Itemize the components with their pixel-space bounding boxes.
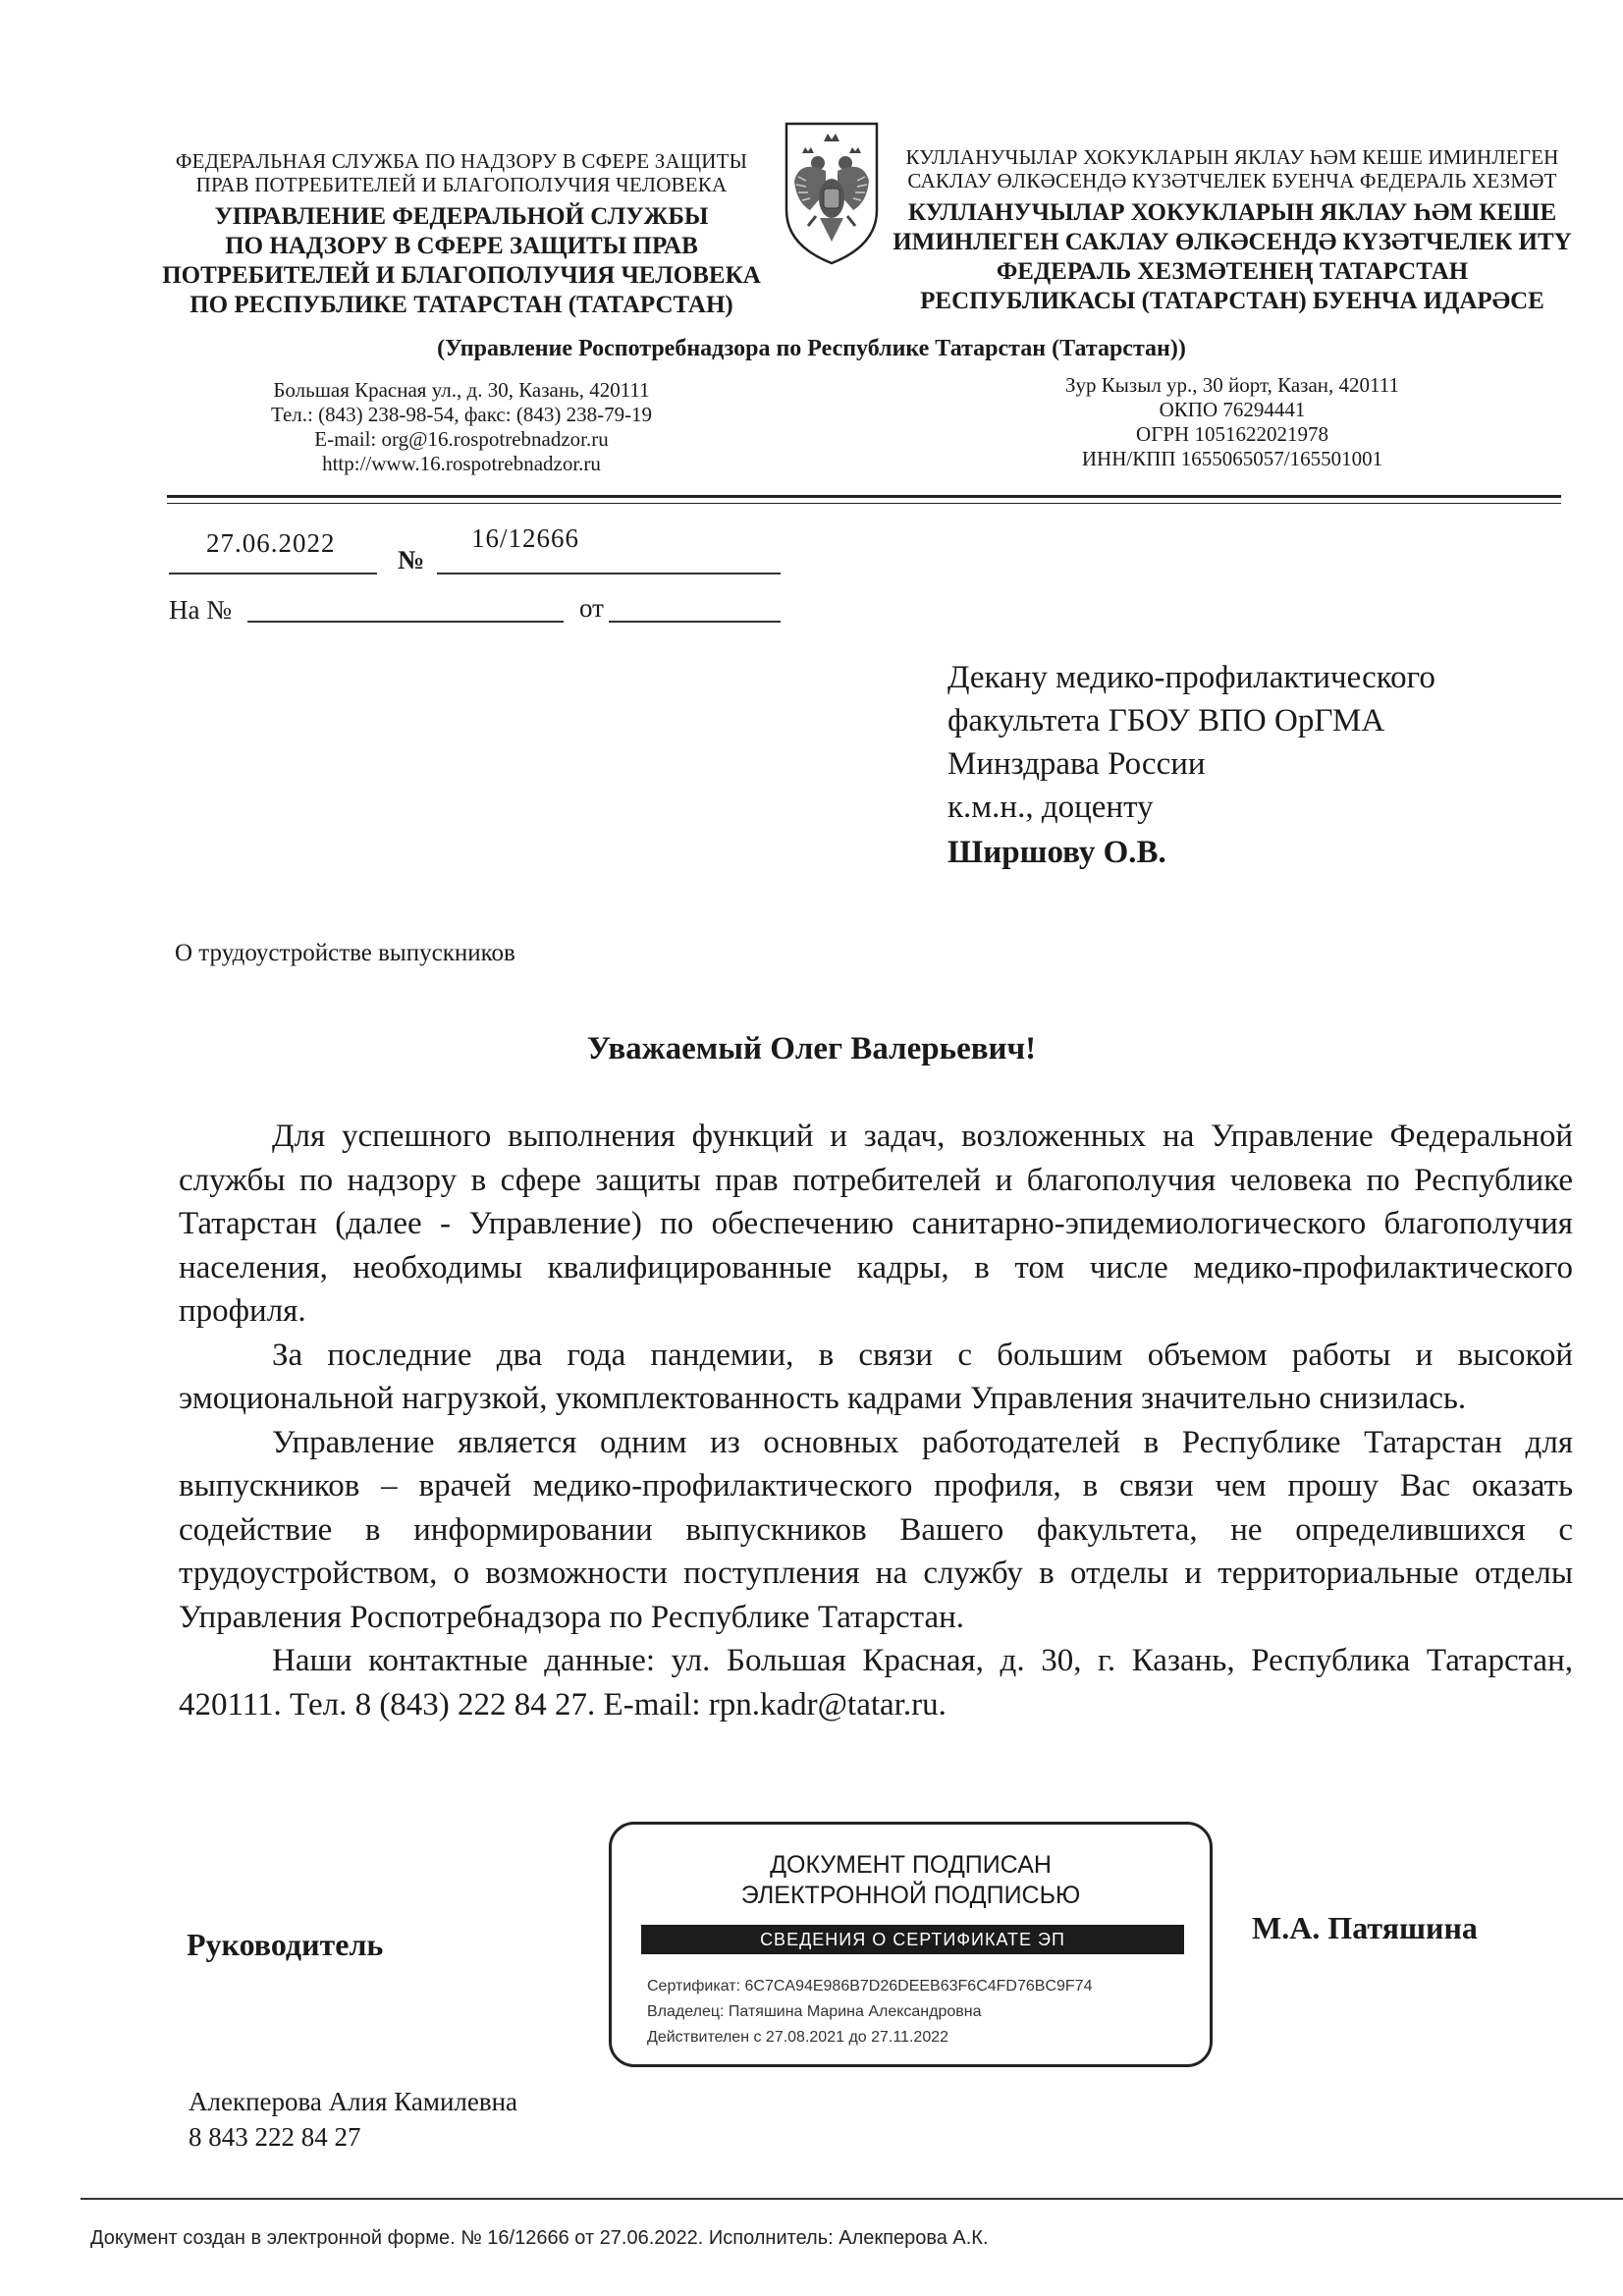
coat-of-arms-icon: [781, 120, 883, 267]
certificate-validity: Действителен с 27.08.2021 до 27.11.2022: [647, 2029, 949, 2046]
letterhead-right: [889, 145, 1576, 316]
reply-date-label: от: [579, 593, 604, 623]
signatory-name: М.А. Патяшина: [1252, 1910, 1478, 1945]
paragraph: За последние два года пандемии, в связи с большим объемом работы и высокой эмоциональной нагрузкой, укомплектованность кадрами Управления значительно снизилась.: [179, 1337, 1573, 1416]
registration-date: 27.06.2022: [206, 528, 336, 558]
department-name-tt: КУЛЛАНУЧЫЛАР ХОКУКЛАРЫН ЯКЛАУ ҺӘМ КЕШЕ ИМИНЛЕГЕН САКЛАУ ӨЛКӘСЕНДӘ КҮЗӘТЧЕЛЕК ИТҮ ФЕДЕРАЛЬ ХЕЗМӘТЕНЕҢ ТАТАРСТАН РЕСПУБЛИКАСЫ (ТАТАРСТАН) БУЕНЧА ИДАРӘСЕ: [893, 199, 1572, 314]
address-right: Зур Кызыл ур., 30 йорт, Казан, 420111 ОКПО 76294441 ОГРН 1051622021978 ИНН/КПП 1655065057/165501001: [1065, 373, 1399, 470]
letter-subject: О трудоустройстве выпускников: [175, 940, 515, 966]
executor-block: [189, 2084, 517, 2155]
executor-phone: 8 843 222 84 27: [189, 2122, 361, 2152]
certificate-owner: Владелец: Патяшина Марина Александровна: [647, 2003, 982, 2020]
addressee-block: Декану медико-профилактического факультета ГБОУ ВПО ОрГМА Минздрава России к.м.н., доценту: [947, 660, 1435, 825]
certificate-id: Сертификат: 6C7CA94E986B7D26DEEB63F6C4FD76BC9F74: [647, 1978, 1093, 1995]
registration-number: 16/12666: [471, 523, 580, 553]
document-footer: Документ создан в электронной форме. № 16/12666 от 27.06.2022. Исполнитель: Алекперова А.К.: [90, 2227, 989, 2249]
signatory-role: Руководитель: [187, 1927, 384, 1962]
paragraph: Наши контактные данные: ул. Большая Красная, д. 30, г. Казань, Республика Татарстан, 420111. Тел. 8 (843) 222 84 27. E-mail: rpn.kadr@tatar.ru.: [179, 1643, 1573, 1722]
stamp-certificate-band: СВЕДЕНИЯ О СЕРТИФИКАТЕ ЭП: [641, 1925, 1184, 1954]
reply-to-number-label: На №: [169, 595, 232, 625]
footer-divider: [81, 2198, 1623, 2200]
paragraph: Для успешного выполнения функций и задач, возложенных на Управление Федеральной службы по надзору в сфере защиты прав потребителей и благополучия человека по Республике Татарстан (далее - Управление) по обеспечению санитарно-эпидемиологического благополучия населения, необходимы квалифицированные кадры, в том числе медико-профилактического профиля.: [179, 1119, 1573, 1329]
letter-body: [179, 1115, 1573, 1726]
registration-number-label: №: [398, 545, 425, 574]
reply-date-underline: [609, 621, 781, 623]
date-underline: [169, 573, 377, 574]
stamp-title: ДОКУМЕНТ ПОДПИСАН ЭЛЕКТРОННОЙ ПОДПИСЬЮ: [740, 1851, 1081, 1909]
address-left: Большая Красная ул., д. 30, Казань, 420111 Тел.: (843) 238-98-54, факс: (843) 238-79-19 E-mail: org@16.rospotrebnadzor.ru http://www.16.rospotrebnadzor.ru: [270, 378, 653, 475]
addressee-name: Ширшову О.В.: [947, 835, 1166, 870]
stamp-certificate-details: [647, 1974, 1092, 2050]
department-name-ru: УПРАВЛЕНИЕ ФЕДЕРАЛЬНОЙ СЛУЖБЫ ПО НАДЗОРУ В СФЕРЕ ЗАЩИТЫ ПРАВ ПОТРЕБИТЕЛЕЙ И БЛАГОПОЛУЧИЯ ЧЕЛОВЕКА ПО РЕСПУБЛИКЕ ТАТАРСТАН (ТАТАРСТАН): [162, 203, 761, 318]
reply-number-underline: [247, 621, 564, 623]
executor-name: Алекперова Алия Камилевна: [189, 2087, 518, 2116]
letterhead-left: [147, 149, 776, 320]
electronic-signature-stamp: [609, 1822, 1213, 2067]
paragraph: Управление является одним из основных работодателей в Республике Татарстан для выпускников – врачей медико-профилактического профиля, в связи чем прошу Вас оказать содействие в информировании выпускников Вашего факультета, не определившихся с трудоустройством, о возможности поступления на службу в отделы и территориальные отделы Управления Роспотребнадзора по Республике Татарстан.: [179, 1424, 1573, 1635]
letterhead-divider-thin: [167, 503, 1561, 504]
department-short-name: (Управление Роспотребнадзора по Республике Татарстан (Татарстан)): [437, 336, 1186, 361]
agency-name-ru: ФЕДЕРАЛЬНАЯ СЛУЖБА ПО НАДЗОРУ В СФЕРЕ ЗАЩИТЫ ПРАВ ПОТРЕБИТЕЛЕЙ И БЛАГОПОЛУЧИЯ ЧЕЛОВЕКА: [175, 149, 748, 196]
letterhead-divider: [167, 495, 1561, 498]
agency-name-tt: КУЛЛАНУЧЫЛАР ХОКУКЛАРЫН ЯКЛАУ ҺӘМ КЕШЕ ИМИНЛЕГЕН САКЛАУ ӨЛКӘСЕНДӘ КҮЗӘТЧЕЛЕК БУЕНЧА ФЕДЕРАЛЬ ХЕЗМӘТ: [905, 145, 1559, 192]
greeting: Уважаемый Олег Валерьевич!: [586, 1031, 1037, 1066]
number-underline: [437, 573, 781, 574]
